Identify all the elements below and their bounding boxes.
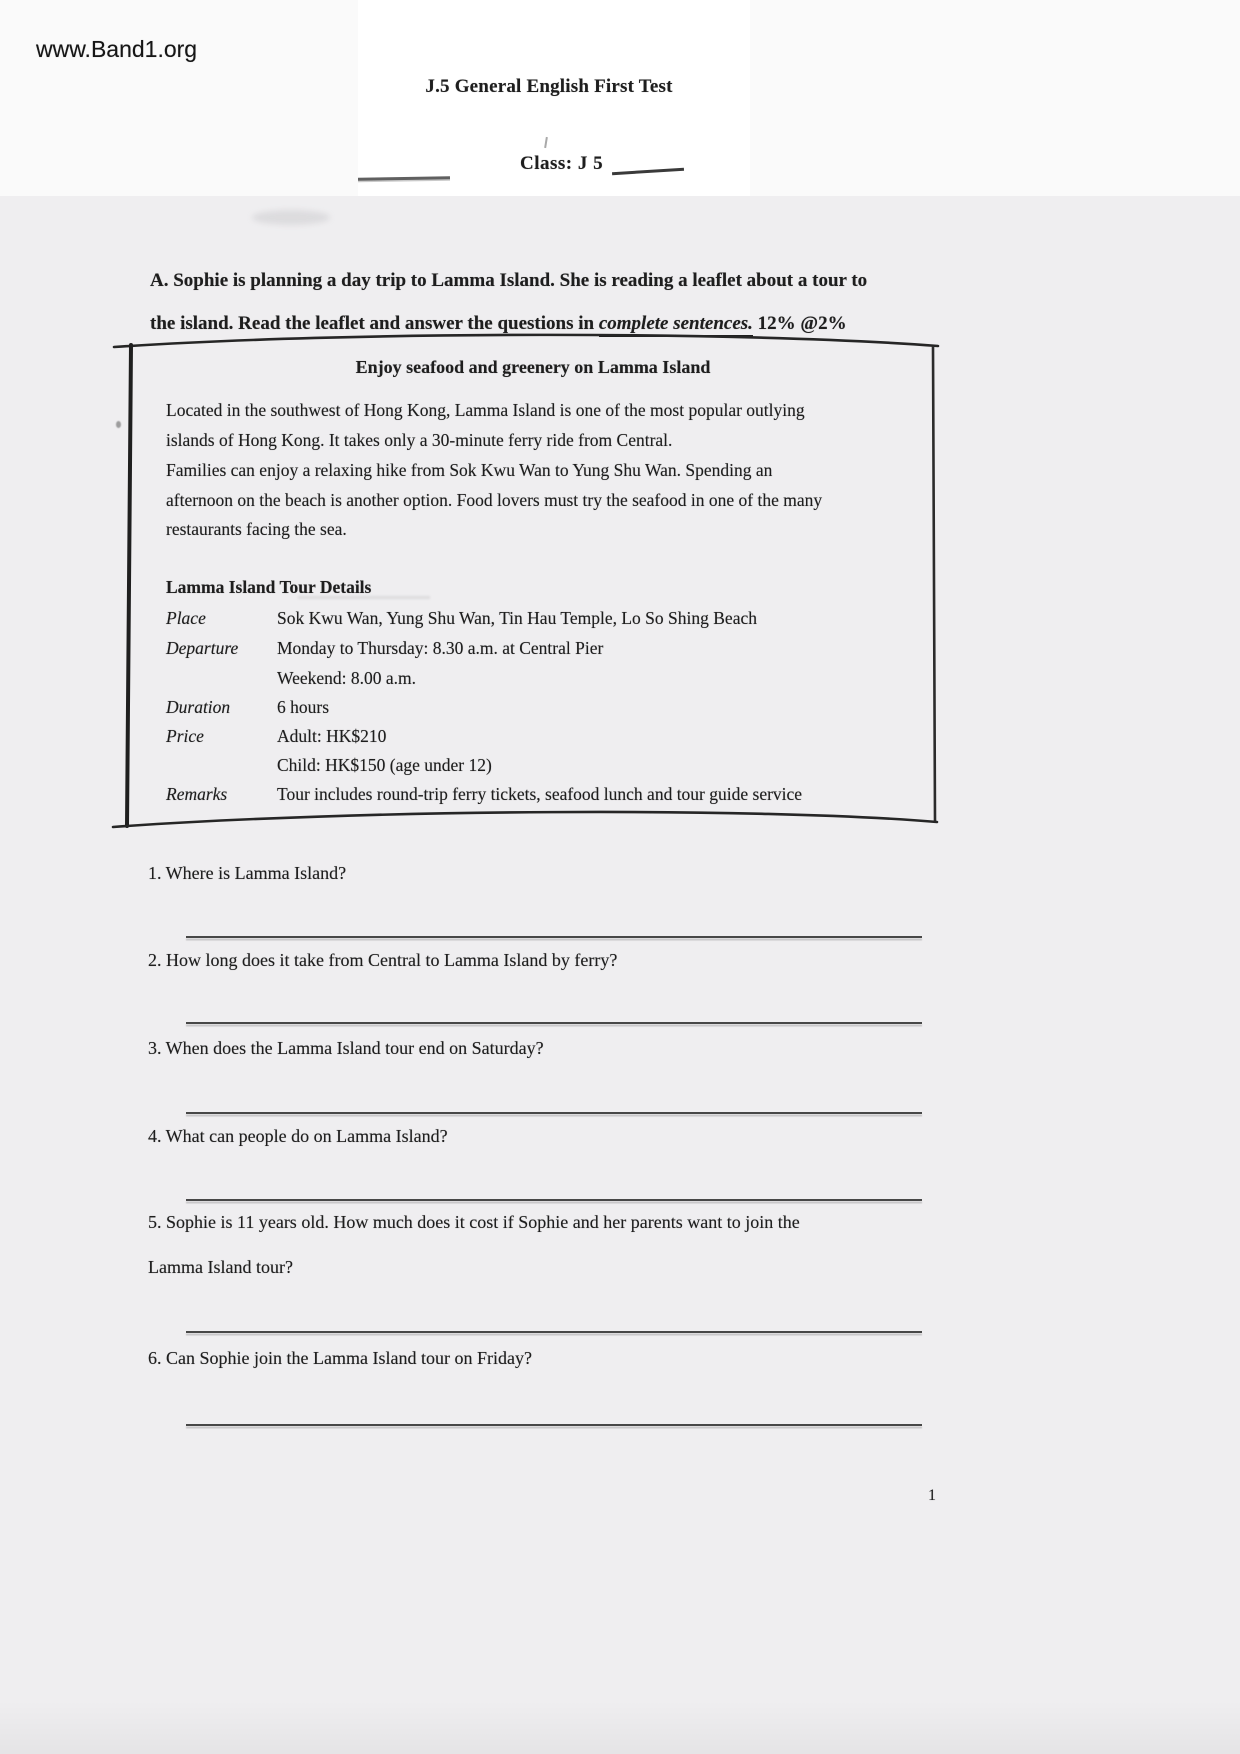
answer-line-3 <box>186 1112 922 1114</box>
leaflet-paragraph-line: afternoon on the beach is another option. Food lovers must try the seafood in one of the many <box>166 490 823 510</box>
detail-value-remarks: Tour includes round-trip ferry tickets, seafood lunch and tour guide service <box>277 784 803 804</box>
question-5-line-1: 5. Sophie is 11 years old. How much does it cost if Sophie and her parents want to join the <box>148 1212 800 1232</box>
answer-line-6 <box>186 1424 922 1426</box>
answer-line-5 <box>186 1331 922 1333</box>
instructions-line-2-prefix: the island. Read the leaflet and answer the questions in <box>150 313 599 334</box>
detail-label-place: Place <box>166 608 206 628</box>
detail-label-price: Price <box>166 726 204 746</box>
instructions-marks: 12% @2% <box>752 313 847 334</box>
instructions-emphasis: complete sentences. <box>599 313 753 337</box>
leaflet-paragraph-line: Families can enjoy a relaxing hike from Sok Kwu Wan to Yung Shu Wan. Spending an <box>166 460 773 480</box>
tour-details-heading: Lamma Island Tour Details <box>166 577 372 597</box>
detail-value-price-adult: Adult: HK$210 <box>277 726 387 746</box>
scan-smudge-artifact <box>252 210 330 225</box>
leaflet-paragraph-line: islands of Hong Kong. It takes only a 30-minute ferry ride from Central. <box>166 430 673 450</box>
detail-value-place: Sok Kwu Wan, Yung Shu Wan, Tin Hau Temple, Lo So Shing Beach <box>277 608 757 628</box>
detail-label-remarks: Remarks <box>166 784 228 804</box>
detail-value-price-child: Child: HK$150 (age under 12) <box>277 755 492 775</box>
leaflet-paragraph-line: restaurants facing the sea. <box>166 519 347 539</box>
detail-value-duration: 6 hours <box>277 697 330 717</box>
question-5-line-2: Lamma Island tour? <box>148 1257 293 1277</box>
bottom-scan-shade <box>0 1700 1240 1754</box>
page-title: J.5 General English First Test <box>425 76 673 97</box>
detail-value-departure-weekend: Weekend: 8.00 a.m. <box>277 668 417 688</box>
answer-line-2 <box>186 1022 922 1024</box>
question-1: 1. Where is Lamma Island? <box>148 863 347 883</box>
question-2: 2. How long does it take from Central to Lamma Island by ferry? <box>148 950 618 970</box>
class-label: Class: J 5 <box>520 153 604 174</box>
answer-line-1 <box>186 936 922 938</box>
page-number: 1 <box>928 1487 936 1504</box>
question-6: 6. Can Sophie join the Lamma Island tour on Friday? <box>148 1348 532 1368</box>
detail-value-departure-weekday: Monday to Thursday: 8.30 a.m. at Central Pier <box>277 638 604 658</box>
detail-label-duration: Duration <box>166 697 231 717</box>
ink-dot-artifact <box>116 421 121 428</box>
watermark-text: www.Band1.org <box>36 36 198 62</box>
question-4: 4. What can people do on Lamma Island? <box>148 1126 448 1146</box>
leaflet-heading: Enjoy seafood and greenery on Lamma Island <box>355 357 711 377</box>
question-3: 3. When does the Lamma Island tour end on Saturday? <box>148 1038 544 1058</box>
leaflet-paragraph-line: Located in the southwest of Hong Kong, Lamma Island is one of the most popular outlying <box>166 400 805 420</box>
detail-label-departure: Departure <box>166 638 239 658</box>
instructions-line-1: A. Sophie is planning a day trip to Lamma Island. She is reading a leaflet about a tour to <box>150 270 868 291</box>
answer-line-4 <box>186 1199 922 1201</box>
